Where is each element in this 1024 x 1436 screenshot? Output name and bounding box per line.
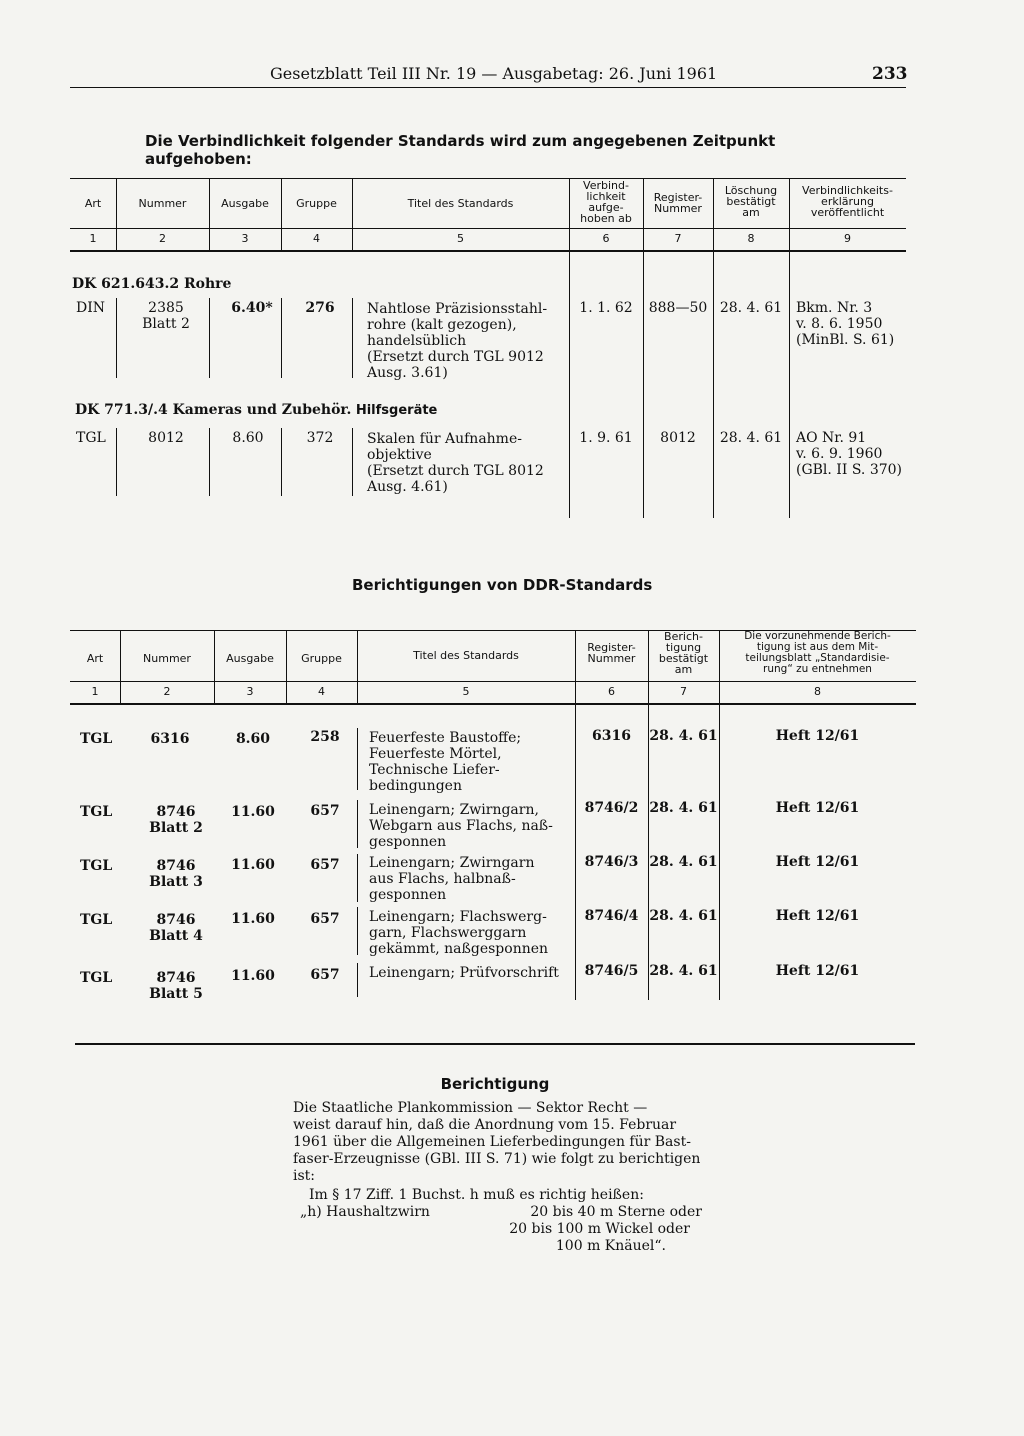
- t1-nummer: 2385 Blatt 2: [142, 300, 190, 332]
- t1-h-register: Register- Nummer: [653, 191, 703, 215]
- t2-ausgabe: 11.60: [231, 857, 275, 873]
- t2-nummer: 8746 Blatt 4: [149, 912, 203, 944]
- t2-heft: Heft 12/61: [775, 800, 860, 816]
- t2-heft: Heft 12/61: [775, 854, 860, 870]
- t1-group-heading: DK 771.3/.4 Kameras und Zubehör. Hilfsgeräte: [75, 402, 438, 418]
- t2-gruppe: 657: [310, 967, 340, 983]
- t2-art: TGL: [80, 912, 113, 928]
- table1-top-rule: [70, 178, 906, 179]
- t1-aufgehoben: 1. 9. 61: [579, 430, 633, 446]
- t2-heft: Heft 12/61: [775, 963, 860, 979]
- t1-h-gruppe: Gruppe: [296, 197, 337, 210]
- table2-header-rule: [70, 681, 916, 682]
- page-number: 233: [872, 64, 908, 84]
- table2-number-rule: [70, 703, 916, 705]
- t1-vl: [643, 178, 644, 518]
- t1-h-erklaerung: Verbindlichkeits- erklärung veröffentlicht: [802, 184, 893, 219]
- t1-h-titel: Titel des Standards: [407, 197, 514, 210]
- t2-art: TGL: [80, 970, 113, 986]
- t2-nummer: 8746 Blatt 3: [149, 858, 203, 890]
- t1-h-art: Art: [84, 197, 102, 210]
- berichtigung-title: Berichtigung: [440, 1075, 550, 1093]
- t1-loeschung: 28. 4. 61: [719, 300, 783, 316]
- t2-num: 8: [814, 685, 821, 698]
- t1-vl: [569, 178, 570, 518]
- t1-gruppe: 372: [306, 430, 334, 446]
- t2-bestaetigt: 28. 4. 61: [649, 800, 718, 816]
- t2-gruppe: 258: [310, 729, 340, 745]
- t2-num: 1: [91, 685, 99, 698]
- t2-h-register: Register- Nummer: [587, 641, 636, 665]
- table2-caption: Berichtigungen von DDR-Standards: [352, 576, 653, 594]
- t2-titel: Leinengarn; Zwirngarn aus Flachs, halbnaß- gesponnen: [369, 855, 535, 903]
- t1-nummer: 8012: [148, 430, 184, 446]
- berichtigung-item-line: 20 bis 100 m Wickel oder: [509, 1221, 690, 1237]
- t1-num: 1: [89, 232, 97, 245]
- t1-num: 2: [159, 232, 166, 245]
- t2-art: TGL: [80, 804, 113, 820]
- running-header: Gesetzblatt Teil III Nr. 19 — Ausgabetag: 26. Juni 1961: [270, 64, 718, 83]
- t1-num: 8: [747, 232, 755, 245]
- t2-h-art: Art: [86, 652, 104, 665]
- t2-gruppe: 657: [310, 857, 340, 873]
- t2-num: 3: [246, 685, 254, 698]
- t2-gruppe: 657: [310, 911, 340, 927]
- t2-register: 6316: [592, 728, 631, 744]
- t2-num: 7: [680, 685, 687, 698]
- t1-gruppe: 276: [305, 300, 335, 316]
- t1-vl: [713, 178, 714, 518]
- t1-vl: [789, 178, 790, 518]
- table1-number-rule: [70, 250, 906, 252]
- t2-ausgabe: 11.60: [231, 968, 275, 984]
- table1-header-rule: [70, 228, 906, 229]
- t2-bestaetigt: 28. 4. 61: [649, 908, 718, 924]
- t1-art: TGL: [76, 430, 106, 446]
- header-rule: [70, 87, 906, 88]
- t1-erklaerung: Bkm. Nr. 3 v. 8. 6. 1950 (MinBl. S. 61): [796, 300, 895, 348]
- t1-register: 888—50: [648, 300, 708, 316]
- t2-num: 4: [318, 685, 325, 698]
- t2-h-vorzunehmende: Die vorzunehmende Berich- tigung ist aus dem Mit- teilungsblatt „Standardisie- rung“ zu entnehmen: [744, 630, 891, 675]
- t2-h-berichtigung: Berich- tigung bestätigt am: [658, 630, 709, 676]
- t1-loeschung: 28. 4. 61: [719, 430, 783, 446]
- table1-caption: Die Verbindlichkeit folgender Standards wird zum angegebenen Zeitpunkt aufgehoben:: [145, 132, 776, 168]
- berichtigung-item-line: 20 bis 40 m Sterne oder: [530, 1204, 702, 1220]
- t2-bestaetigt: 28. 4. 61: [649, 728, 718, 744]
- t1-num: 6: [602, 232, 610, 245]
- t1-aufgehoben: 1. 1. 62: [579, 300, 633, 316]
- t1-h-ausgabe: Ausgabe: [221, 197, 269, 210]
- t1-h-nummer: Nummer: [138, 197, 187, 210]
- t2-heft: Heft 12/61: [775, 728, 860, 744]
- t2-heft: Heft 12/61: [775, 908, 860, 924]
- t2-h-titel: Titel des Standards: [413, 649, 519, 662]
- t1-h-verbindlichkeit: Verbind- lichkeit aufge- hoben ab: [580, 179, 632, 225]
- t2-h-ausgabe: Ausgabe: [226, 652, 274, 665]
- t1-group-heading: DK 621.643.2 Rohre: [72, 276, 232, 292]
- t1-num: 7: [674, 232, 682, 245]
- t1-ausgabe: 6.40*: [231, 300, 273, 316]
- t2-register: 8746/5: [584, 963, 639, 979]
- t1-num: 3: [241, 232, 249, 245]
- t2-nummer: 6316: [150, 731, 190, 747]
- t2-h-gruppe: Gruppe: [301, 652, 342, 665]
- t2-titel: Leinengarn; Flachswerg- garn, Flachswerggarn gekämmt, naßgesponnen: [369, 909, 549, 957]
- t2-register: 8746/4: [584, 908, 639, 924]
- t1-ausgabe: 8.60: [232, 430, 264, 446]
- t2-num: 6: [608, 685, 615, 698]
- t1-art: DIN: [76, 300, 106, 316]
- t2-h-nummer: Nummer: [143, 652, 191, 665]
- t1-register: 8012: [660, 430, 696, 446]
- t2-titel: Feuerfeste Baustoffe; Feuerfeste Mörtel, Technische Liefer- bedingungen: [369, 730, 522, 794]
- t2-bestaetigt: 28. 4. 61: [649, 854, 718, 870]
- t1-num: 9: [844, 232, 851, 245]
- berichtigung-item-line: 100 m Knäuel“.: [555, 1238, 666, 1254]
- t1-titel: Nahtlose Präzisionsstahl- rohre (kalt gezogen), handelsüblich (Ersetzt durch TGL 9012 Ausg. 3.61): [367, 301, 548, 381]
- t2-register: 8746/3: [584, 854, 639, 870]
- t1-num: 4: [313, 232, 320, 245]
- t2-ausgabe: 11.60: [231, 804, 275, 820]
- t2-bestaetigt: 28. 4. 61: [649, 963, 718, 979]
- t2-nummer: 8746 Blatt 2: [149, 804, 203, 836]
- t2-art: TGL: [80, 731, 113, 747]
- t2-gruppe: 657: [310, 803, 340, 819]
- section-divider: [75, 1043, 915, 1045]
- t2-ausgabe: 11.60: [231, 911, 275, 927]
- t2-titel: Leinengarn; Zwirngarn, Webgarn aus Flachs, naß- gesponnen: [369, 802, 553, 850]
- t1-num: 5: [457, 232, 464, 245]
- t2-num: 2: [163, 685, 171, 698]
- t2-register: 8746/2: [584, 800, 639, 816]
- t2-art: TGL: [80, 858, 113, 874]
- t1-erklaerung: AO Nr. 91 v. 6. 9. 1960 (GBl. II S. 370): [796, 430, 902, 478]
- berichtigung-paragraph: Die Staatliche Plankommission — Sektor Recht — weist darauf hin, daß die Anordnung vom 15. Februar 1961 über die Allgemeinen Lieferbedingungen für Bast- faser-Erzeugnisse (GBl. III S. 71) wie folgt zu berichtigen ist:: [293, 1100, 701, 1184]
- t2-ausgabe: 8.60: [235, 731, 271, 747]
- berichtigung-item-label: „h) Haushaltzwirn: [300, 1204, 430, 1220]
- t1-titel: Skalen für Aufnahme- objektive (Ersetzt durch TGL 8012 Ausg. 4.61): [367, 431, 544, 495]
- t1-h-loeschung: Löschung bestätigt am: [724, 184, 778, 219]
- berichtigung-instruction: Im § 17 Ziff. 1 Buchst. h muß es richtig heißen:: [309, 1187, 644, 1203]
- t2-titel: Leinengarn; Prüfvorschrift: [369, 965, 559, 981]
- t2-nummer: 8746 Blatt 5: [149, 970, 203, 1002]
- t2-num: 5: [462, 685, 470, 698]
